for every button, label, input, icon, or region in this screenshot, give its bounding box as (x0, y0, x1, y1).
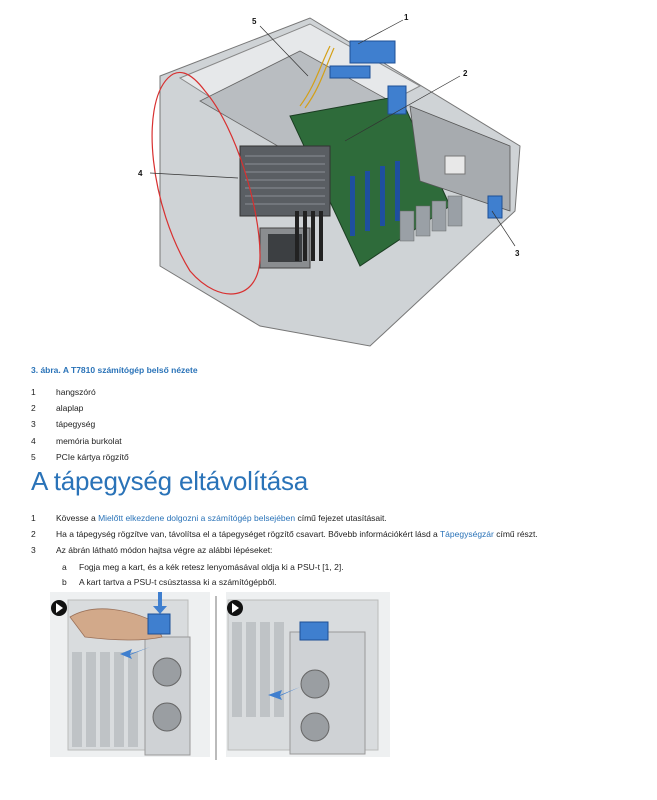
step-number: 3 (31, 545, 36, 556)
step-text (56, 513, 387, 529)
legend-item (31, 436, 129, 452)
step-1 (31, 513, 651, 529)
figure-caption: 3. ábra. A T7810 számítógép belső nézete (31, 365, 198, 375)
step-2 (31, 529, 651, 545)
legend-item (31, 419, 129, 435)
legend-label: alaplap (56, 403, 84, 414)
callout-2: 2 (463, 69, 468, 78)
substep-letter: a (62, 561, 67, 572)
substep-b (31, 577, 651, 593)
callout-5: 5 (252, 17, 257, 26)
section-title: A tápegység eltávolítása (31, 466, 309, 496)
legend-item (31, 403, 129, 419)
substep-a (31, 562, 651, 578)
legend-label: hangszóró (56, 387, 96, 397)
legend-label: PCIe kártya rögzítő (56, 451, 129, 462)
legend-number: 4 (31, 435, 36, 446)
psu-removal-figure (50, 592, 390, 762)
step-3 (31, 545, 651, 561)
legend-number: 5 (31, 451, 36, 462)
callout-1: 1 (404, 13, 409, 22)
step-text-pre: Ha a tápegység rögzítve van, távolítsa el a tápegységet rögzítő csavart. Bővebb információkért lásd a (56, 529, 440, 540)
step-text-post: című fejezet utasításait. (295, 513, 387, 523)
substep-text: Fogja meg a kart, és a kék retesz lenyomásával oldja ki a PSU-t [1, 2]. (79, 561, 344, 572)
step-text (56, 529, 538, 545)
step-number: 2 (31, 529, 36, 540)
step-text-post: című részt. (493, 529, 538, 540)
legend-number: 3 (31, 419, 36, 430)
legend-label: tápegység (56, 419, 96, 430)
computer-interior-figure (120, 6, 540, 354)
substep-letter: b (62, 577, 67, 588)
legend-item (31, 387, 129, 403)
callout-4: 4 (138, 169, 143, 178)
substep-text: A kart tartva a PSU-t csúsztassa ki a számítógépből. (79, 577, 277, 588)
step-text-pre: Kövesse a (56, 513, 99, 523)
step-number: 1 (31, 513, 36, 523)
legend-number: 1 (31, 387, 36, 397)
legend-number: 2 (31, 403, 36, 414)
before-working-link[interactable]: Mielőtt elkezdene dolgozni a számítógép belsejében (98, 513, 296, 523)
procedure-steps (31, 513, 651, 593)
psu-lock-link[interactable]: Tápegységzár (439, 529, 494, 540)
figure-legend (31, 387, 129, 468)
legend-label: memória burkolat (56, 435, 122, 446)
callout-3: 3 (515, 249, 520, 258)
step-text: Az ábrán látható módon hajtsa végre az alábbi lépéseket: (56, 545, 273, 556)
